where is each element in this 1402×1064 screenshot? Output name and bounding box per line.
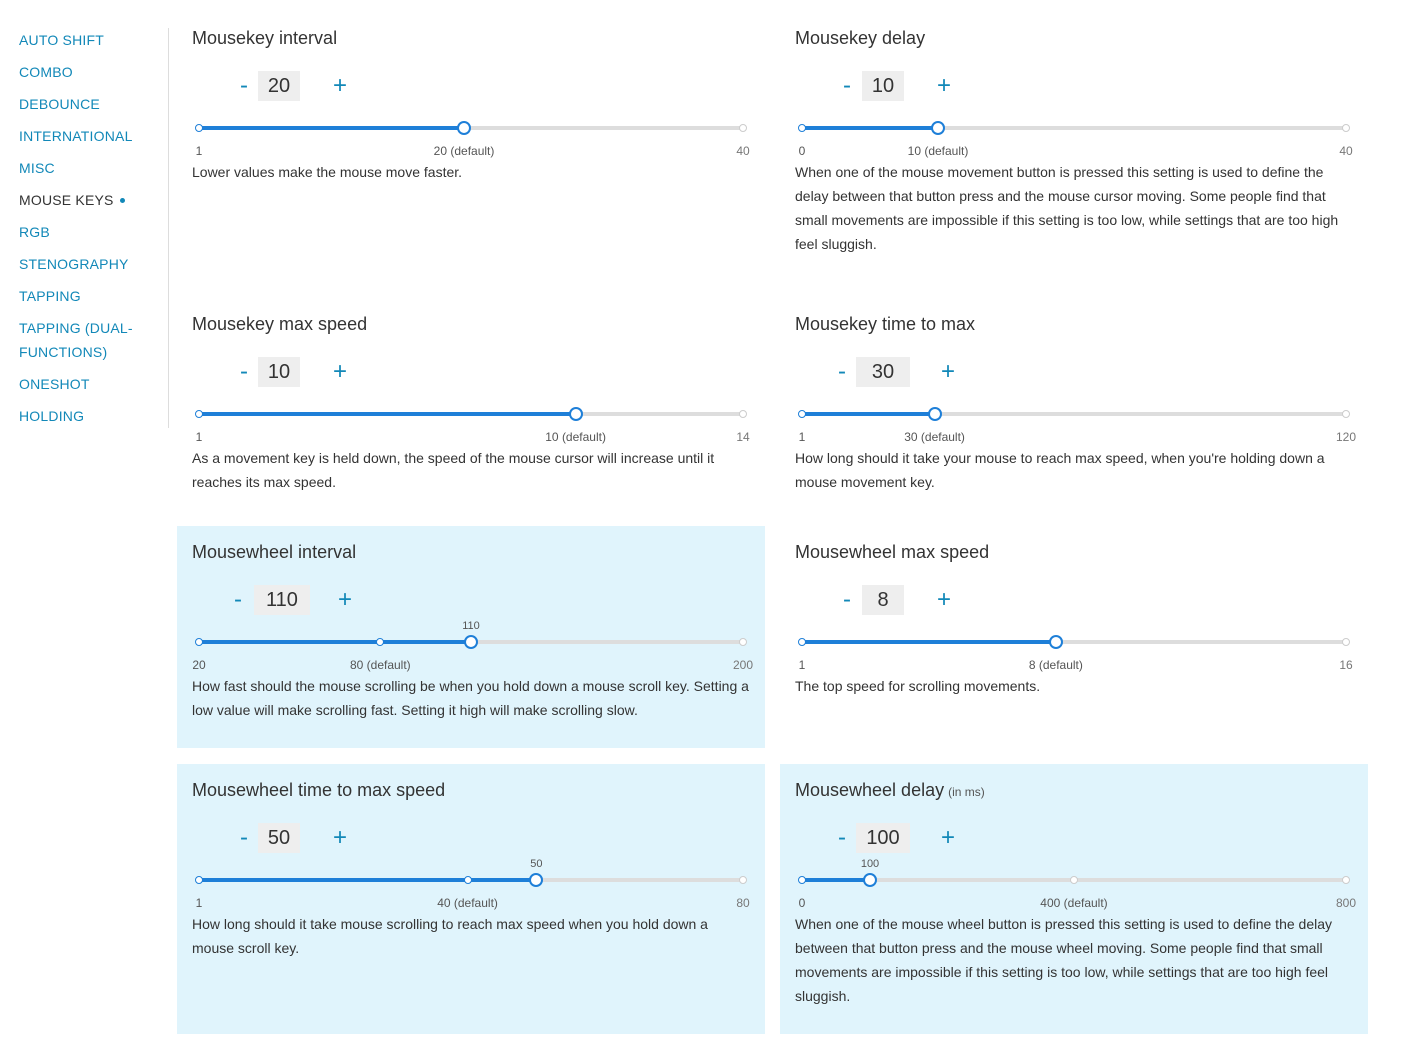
sidebar-item-label: STENOGRAPHY	[19, 256, 129, 272]
slider-max-dot	[739, 124, 747, 132]
slider-default-label: 30 (default)	[904, 430, 965, 444]
value-display[interactable]: 100	[856, 823, 910, 853]
slider-max-label: 16	[1339, 658, 1353, 672]
setting-title	[192, 28, 341, 49]
setting-title	[795, 780, 985, 801]
increment-button[interactable]: +	[936, 72, 951, 99]
slider-min-dot	[798, 638, 806, 646]
setting-title	[795, 542, 993, 563]
slider-thumb[interactable]	[1049, 635, 1063, 649]
value-slider[interactable]	[802, 634, 1346, 650]
sidebar-item-label: MISC	[19, 160, 55, 176]
slider-default-label: 8 (default)	[1028, 658, 1083, 672]
setting-description: When one of the mouse wheel button is pressed this setting is used to define the delay between that button press and the mouse wheel moving. Some people find that small movements are impossible if this setting is too low, while settings that are too high feel sluggish.	[795, 916, 1332, 1004]
value-slider[interactable]	[199, 620, 743, 650]
slider-max-label: 40	[736, 144, 750, 158]
value-display[interactable]: 10	[258, 357, 300, 387]
slider-min-dot	[798, 876, 806, 884]
slider-min-label: 1	[195, 430, 203, 444]
decrement-button[interactable]: -	[240, 358, 248, 385]
increment-button[interactable]: +	[332, 824, 347, 851]
decrement-button[interactable]: -	[240, 72, 248, 99]
slider-fill	[199, 640, 471, 644]
value-display[interactable]: 8	[862, 585, 904, 615]
value-display[interactable]: 110	[254, 585, 310, 615]
setting-card-mousewheel-delay	[780, 764, 1368, 1034]
slider-thumb[interactable]	[928, 407, 942, 421]
sidebar-item-oneshot[interactable]	[19, 372, 149, 396]
value-slider[interactable]	[199, 120, 743, 136]
setting-title-text: Mousekey time to max	[795, 314, 976, 334]
slider-min-dot	[195, 124, 203, 132]
setting-title	[192, 314, 371, 335]
slider-labels	[195, 430, 750, 444]
slider-max-label: 800	[1335, 896, 1357, 910]
value-slider[interactable]	[802, 120, 1346, 136]
decrement-button[interactable]: -	[843, 72, 851, 99]
slider-min-dot	[798, 124, 806, 132]
setting-description: Lower values make the mouse move faster.	[192, 164, 463, 180]
slider-max-label: 200	[732, 658, 754, 672]
sidebar-item-international[interactable]	[19, 124, 149, 148]
setting-description: How fast should the mouse scrolling be when you hold down a mouse scroll key. Setting a low value will make scrolling fast. Setting it high will make scrolling slow.	[192, 678, 749, 718]
setting-title-text: Mousekey interval	[192, 28, 338, 48]
sidebar-item-misc[interactable]	[19, 156, 149, 180]
sidebar-item-label: RGB	[19, 224, 50, 240]
slider-min-dot	[195, 410, 203, 418]
slider-default-label: 20 (default)	[433, 144, 495, 158]
slider-min-label: 0	[798, 144, 806, 158]
setting-description: When one of the mouse movement button is pressed this setting is used to define the delay between that button press and the mouse cursor moving. Some people find that small movements are impossible if this setting is too low, while settings that are too high feel sluggish.	[795, 164, 1339, 252]
slider-thumb[interactable]	[457, 121, 471, 135]
slider-min-label: 1	[195, 144, 203, 158]
decrement-button[interactable]: -	[240, 824, 248, 851]
decrement-button[interactable]: -	[234, 586, 242, 613]
slider-labels	[798, 658, 1353, 672]
setting-title	[192, 780, 449, 801]
slider-fill	[802, 640, 1056, 644]
slider-min-dot	[195, 638, 203, 646]
slider-min-label: 1	[798, 430, 806, 444]
sidebar-item-label: TAPPING (DUAL-FUNCTIONS)	[19, 320, 133, 360]
slider-max-label: 40	[1339, 144, 1353, 158]
slider-thumb[interactable]	[931, 121, 945, 135]
sidebar-item-label: DEBOUNCE	[19, 96, 100, 112]
settings-sidebar	[0, 28, 169, 428]
sidebar-item-tapping-dual-functions[interactable]	[19, 316, 149, 364]
setting-description: How long should it take your mouse to reach max speed, when you're holding down a mouse movement key.	[795, 450, 1325, 490]
value-display[interactable]: 50	[258, 823, 300, 853]
value-display[interactable]: 10	[862, 71, 904, 101]
active-indicator-dot	[120, 198, 125, 203]
slider-labels	[195, 144, 750, 158]
slider-max-dot	[739, 638, 747, 646]
slider-default-dot	[464, 876, 472, 884]
sidebar-item-label: COMBO	[19, 64, 73, 80]
slider-default-dot	[1070, 876, 1078, 884]
sidebar-item-holding[interactable]	[19, 404, 149, 428]
sidebar-item-label: TAPPING	[19, 288, 81, 304]
setting-title	[192, 542, 360, 563]
value-display[interactable]: 30	[856, 357, 910, 387]
slider-fill	[199, 412, 576, 416]
slider-max-label: 14	[736, 430, 750, 444]
setting-title-text: Mousekey max speed	[192, 314, 368, 334]
setting-card-mousewheel-max-speed	[780, 526, 1368, 748]
value-display[interactable]: 20	[258, 71, 300, 101]
setting-unit: (in ms)	[948, 785, 985, 799]
setting-title-text: Mousewheel interval	[192, 542, 357, 562]
decrement-button[interactable]: -	[838, 824, 846, 851]
slider-fill	[802, 412, 935, 416]
slider-min-label: 1	[195, 896, 203, 910]
slider-max-dot	[1342, 638, 1350, 646]
increment-button[interactable]: +	[332, 72, 347, 99]
slider-labels	[798, 896, 1357, 910]
slider-fill	[802, 878, 870, 882]
sidebar-item-label: AUTO SHIFT	[19, 32, 104, 48]
value-slider[interactable]	[199, 406, 743, 422]
slider-fill	[199, 126, 464, 130]
sidebar-item-auto-shift[interactable]	[19, 28, 149, 52]
slider-labels	[798, 144, 1353, 158]
slider-value-label: 110	[462, 620, 480, 632]
slider-max-label: 120	[1335, 430, 1357, 444]
value-slider[interactable]	[199, 858, 743, 888]
sidebar-item-combo[interactable]	[19, 60, 149, 84]
setting-title-text: Mousewheel max speed	[795, 542, 990, 562]
slider-min-dot	[798, 410, 806, 418]
slider-default-dot	[376, 638, 384, 646]
slider-max-dot	[1342, 876, 1350, 884]
decrement-button[interactable]: -	[843, 586, 851, 613]
slider-default-label: 10 (default)	[907, 144, 969, 158]
slider-thumb[interactable]	[464, 635, 478, 649]
slider-max-dot	[1342, 124, 1350, 132]
setting-description: The top speed for scrolling movements.	[795, 678, 1041, 694]
slider-default-label: 10 (default)	[545, 430, 606, 444]
slider-labels	[192, 658, 754, 672]
slider-max-label: 80	[736, 896, 750, 910]
sidebar-item-label: ONESHOT	[19, 376, 90, 392]
slider-default-label: 400 (default)	[1040, 896, 1108, 910]
slider-thumb[interactable]	[863, 873, 877, 887]
setting-card-mousekey-time-to-max	[780, 298, 1368, 508]
sidebar-item-label: INTERNATIONAL	[19, 128, 133, 144]
slider-thumb[interactable]	[529, 873, 543, 887]
setting-card-mousekey-max-speed	[177, 298, 765, 508]
slider-min-label: 20	[192, 658, 206, 672]
sidebar-item-label: HOLDING	[19, 408, 85, 424]
setting-title	[795, 314, 979, 335]
setting-card-mousekey-delay	[780, 12, 1368, 262]
value-slider[interactable]	[802, 406, 1346, 422]
setting-title	[795, 28, 929, 49]
setting-title-text: Mousekey delay	[795, 28, 926, 48]
increment-button[interactable]: +	[337, 586, 352, 613]
setting-card-mousewheel-interval	[177, 526, 765, 748]
value-slider[interactable]	[802, 858, 1346, 888]
slider-min-label: 1	[798, 658, 806, 672]
slider-value-label: 100	[860, 858, 880, 870]
sidebar-item-rgb[interactable]	[19, 220, 149, 244]
slider-labels	[195, 896, 750, 910]
slider-max-dot	[739, 410, 747, 418]
setting-card-mousewheel-time-to-max-speed	[177, 764, 765, 1034]
setting-title-text: Mousewheel delay	[795, 780, 945, 800]
increment-button[interactable]: +	[936, 586, 951, 613]
sidebar-item-debounce[interactable]	[19, 92, 149, 116]
slider-default-label: 80 (default)	[349, 658, 411, 672]
slider-fill	[802, 126, 938, 130]
increment-button[interactable]: +	[940, 358, 955, 385]
slider-value-label: 50	[530, 858, 543, 870]
setting-title-text: Mousewheel time to max speed	[192, 780, 446, 800]
decrement-button[interactable]: -	[838, 358, 846, 385]
sidebar-item-mouse-keys[interactable]	[19, 188, 149, 212]
slider-min-dot	[195, 876, 203, 884]
increment-button[interactable]: +	[332, 358, 347, 385]
sidebar-item-tapping[interactable]	[19, 284, 149, 308]
slider-default-label: 40 (default)	[437, 896, 498, 910]
slider-thumb[interactable]	[569, 407, 583, 421]
slider-max-dot	[739, 876, 747, 884]
sidebar-item-stenography[interactable]	[19, 252, 149, 276]
sidebar-item-label: MOUSE KEYS	[19, 192, 114, 208]
slider-fill	[199, 878, 536, 882]
setting-description: How long should it take mouse scrolling to reach max speed when you hold down a mouse scroll key.	[192, 916, 708, 956]
increment-button[interactable]: +	[940, 824, 955, 851]
slider-labels	[798, 430, 1357, 444]
setting-description: As a movement key is held down, the speed of the mouse cursor will increase until it reaches its max speed.	[192, 450, 715, 490]
setting-card-mousekey-interval	[177, 12, 765, 262]
slider-max-dot	[1342, 410, 1350, 418]
slider-min-label: 0	[798, 896, 806, 910]
